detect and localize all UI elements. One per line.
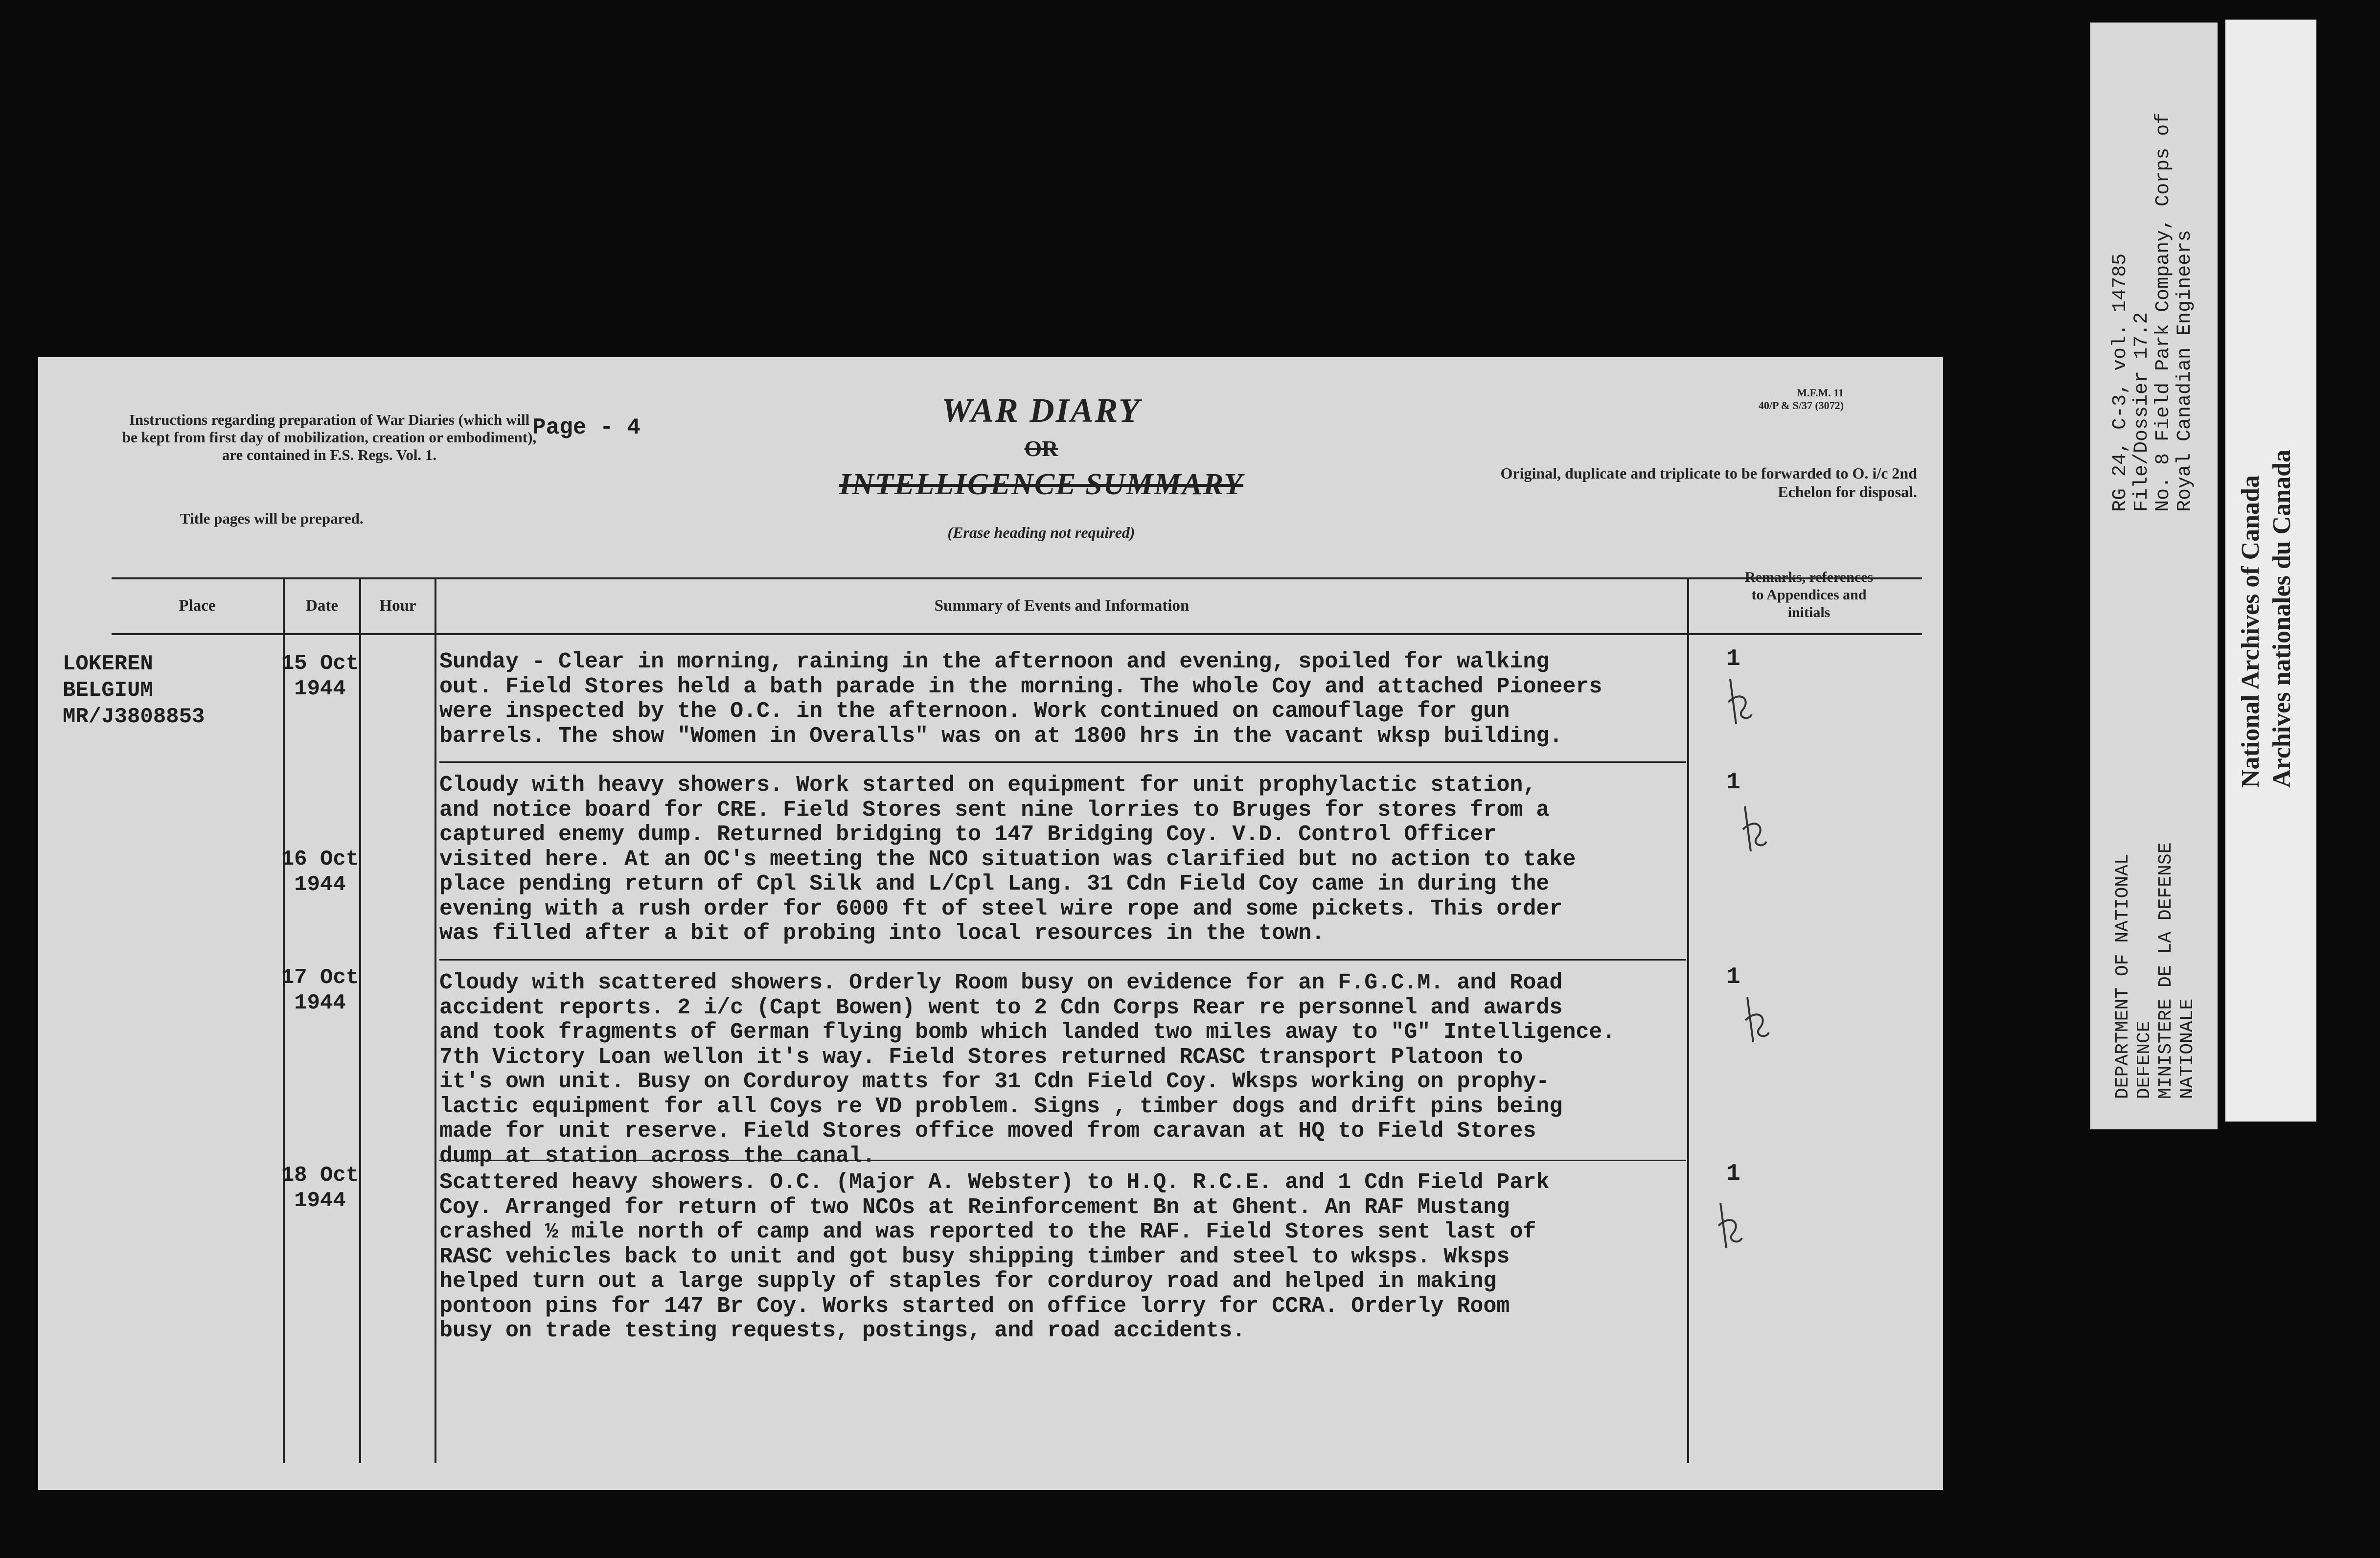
- summary-line: visited here. At an OC's meeting the NCO situation was clarified but no action to take: [439, 847, 1576, 872]
- form-code: [1721, 387, 1844, 412]
- table-top-rule: [112, 577, 1922, 579]
- archives-name-en: National Archives of Canada: [2237, 475, 2265, 788]
- column-header-remarks: [1689, 569, 1929, 621]
- entry-separator: [439, 761, 1686, 763]
- department-line: DEPARTMENT OF NATIONAL: [2112, 853, 2133, 1099]
- page-title: WAR DIARY: [941, 392, 1141, 430]
- summary-line: out. Field Stores held a bath parade in the morning. The whole Coy and attached Pioneers: [439, 674, 1602, 699]
- archives-name-fr: Archives nationales du Canada: [2268, 449, 2296, 788]
- initials-mark: [1739, 993, 1773, 1047]
- entry-date: [281, 1163, 359, 1214]
- summary-line: Coy. Arranged for return of two NCOs at Reinforcement Bn at Ghent. An RAF Mustang: [439, 1194, 1510, 1220]
- entry-year: 1944: [294, 1189, 346, 1213]
- entry-year: 1944: [294, 872, 346, 897]
- remarks-header-line3: initials: [1787, 604, 1831, 620]
- column-header-summary: Summary of Events and Information: [934, 597, 1190, 615]
- summary-line: evening with a rush order for 6000 ft of steel wire rope and some pickets. This order: [439, 896, 1563, 921]
- department-block: [2112, 843, 2198, 1100]
- summary-line: Cloudy with scattered showers. Orderly Room busy on evidence for an F.G.C.M. and Road: [439, 970, 1563, 995]
- entry-day: 17 Oct: [281, 965, 359, 990]
- summary-line: crashed ½ mile north of camp and was reported to the RAF. Field Stores sent last of: [439, 1219, 1536, 1244]
- summary-line: pontoon pins for 147 Br Coy. Works started on office lorry for CCRA. Orderly Room: [439, 1293, 1510, 1319]
- entry-summary: [439, 1170, 1653, 1344]
- header-bottom-rule: [112, 633, 1922, 635]
- summary-line: RASC vehicles back to unit and got busy shipping timber and steel to wksps. Wksps: [439, 1244, 1510, 1269]
- remarks-header-line2: to Appendices and: [1751, 587, 1867, 603]
- summary-line: made for unit reserve. Field Stores office moved from caravan at HQ to Field Stores: [439, 1119, 1536, 1144]
- entry-year: 1944: [294, 677, 346, 701]
- summary-line: and took fragments of German flying bomb which landed two miles away to "G" Intelligence.: [439, 1020, 1616, 1045]
- department-line: NATIONALE: [2177, 998, 2198, 1099]
- archives-label: [2235, 450, 2298, 788]
- remark-reference: 1: [1726, 964, 1740, 990]
- initials-mark: [1721, 675, 1756, 729]
- entry-date: [281, 965, 359, 1016]
- divider-place-date: [283, 577, 285, 1463]
- divider-hour-summary: [435, 577, 436, 1463]
- entry-summary: [439, 773, 1653, 946]
- summary-line: 7th Victory Loan wellon it's way. Field Stores returned RCASC transport Platoon to: [439, 1044, 1523, 1070]
- summary-line: it's own unit. Busy on Corduroy matts for 31 Cdn Field Coy. Wksps working on prophy-: [439, 1069, 1550, 1094]
- summary-line: Sunday - Clear in morning, raining in the afternoon and evening, spoiled for walking: [439, 649, 1550, 674]
- remark-reference: 1: [1726, 769, 1740, 796]
- place-cell: [63, 651, 205, 730]
- place-line2: BELGIUM: [63, 678, 153, 703]
- summary-line: were inspected by the O.C. in the afternoon. Work continued on camouflage for gun: [439, 699, 1510, 724]
- summary-line: place pending return of Cpl Silk and L/Cpl Lang. 31 Cdn Field Coy came in during the: [439, 871, 1550, 896]
- form-code-line2: 40/P & S/37 (3072): [1758, 399, 1844, 412]
- erase-note: (Erase heading not required): [947, 524, 1135, 541]
- form-code-line1: M.F.M. 11: [1797, 387, 1844, 399]
- entry-year: 1944: [294, 991, 346, 1015]
- summary-line: lactic equipment for all Coys re VD problem. Signs , timber dogs and drift pins being: [439, 1094, 1563, 1119]
- department-line: DEFENCE: [2134, 1021, 2155, 1099]
- summary-line: barrels. The show "Women in Overalls" was on at 1800 hrs in the vacant wksp building.: [439, 723, 1563, 749]
- initials-mark: [1712, 1199, 1746, 1253]
- column-header-date: Date: [306, 597, 338, 615]
- entry-summary: [439, 971, 1653, 1168]
- entry-day: 16 Oct: [281, 847, 359, 871]
- summary-line: busy on trade testing requests, postings, and road accidents.: [439, 1318, 1246, 1343]
- place-line3: MR/J3808853: [63, 705, 205, 729]
- divider-date-hour: [359, 577, 361, 1463]
- summary-line: and notice board for CRE. Field Stores sent nine lorries to Bruges for stores from a: [439, 797, 1550, 823]
- distribution-note: Original, duplicate and triplicate to be forwarded to O. i/c 2nd Echelon for disposal.: [1500, 464, 1917, 501]
- archives-label-slip: [2225, 20, 2316, 1122]
- remarks-header-line1: Remarks, references: [1744, 569, 1874, 585]
- war-diary-sheet: [38, 357, 1943, 1490]
- remark-reference: 1: [1726, 646, 1740, 672]
- reference-line: Royal Canadian Engineers: [2174, 229, 2196, 512]
- summary-line: captured enemy dump. Returned bridging to 147 Bridging Coy. V.D. Control Officer: [439, 822, 1497, 847]
- entry-day: 15 Oct: [281, 651, 359, 676]
- reference-line: No. 8 Field Park Company, Corps of: [2152, 112, 2174, 512]
- instructions-note: Instructions regarding preparation of War Diaries (which will be kept from first day of mobilization, creation or embodiment), are contained in F.S. Regs. Vol. 1.: [122, 411, 537, 463]
- reference-line: RG 24, C-3, vol. 14785: [2109, 253, 2131, 512]
- initials-mark: [1736, 802, 1770, 856]
- entry-day: 18 Oct: [281, 1163, 359, 1188]
- entry-summary: [439, 650, 1653, 749]
- column-header-place: Place: [179, 597, 216, 615]
- place-line1: LOKEREN: [63, 652, 153, 676]
- title-pages-note: Title pages will be prepared.: [180, 510, 364, 527]
- summary-line: helped turn out a large supply of staples for corduroy road and helped in making: [439, 1269, 1497, 1294]
- divider-summary-remarks: [1687, 577, 1689, 1463]
- entry-separator: [439, 959, 1686, 961]
- summary-line: accident reports. 2 i/c (Capt Bowen) went to 2 Cdn Corps Rear re personnel and awards: [439, 995, 1563, 1020]
- entry-date: [281, 847, 359, 897]
- struck-or: OR: [1024, 436, 1058, 461]
- reference-line: File/Dossier 17.2: [2131, 312, 2153, 512]
- summary-line: Scattered heavy showers. O.C. (Major A. Webster) to H.Q. R.C.E. and 1 Cdn Field Park: [439, 1170, 1550, 1195]
- summary-line: dump at station across the canal.: [439, 1143, 876, 1168]
- column-header-hour: Hour: [379, 597, 416, 615]
- struck-intelligence-summary: INTELLIGENCE SUMMARY: [839, 468, 1244, 501]
- summary-line: Cloudy with heavy showers. Work started on equipment for unit prophylactic station,: [439, 773, 1536, 798]
- page-number: Page - 4: [532, 415, 641, 440]
- archive-reference-slip: [2090, 23, 2218, 1129]
- remark-reference: 1: [1726, 1161, 1740, 1187]
- entry-date: [281, 651, 359, 702]
- department-line: MINISTERE DE LA DEFENSE: [2155, 842, 2176, 1099]
- archive-reference: [2110, 113, 2196, 512]
- summary-line: was filled after a bit of probing into local resources in the town.: [439, 921, 1325, 946]
